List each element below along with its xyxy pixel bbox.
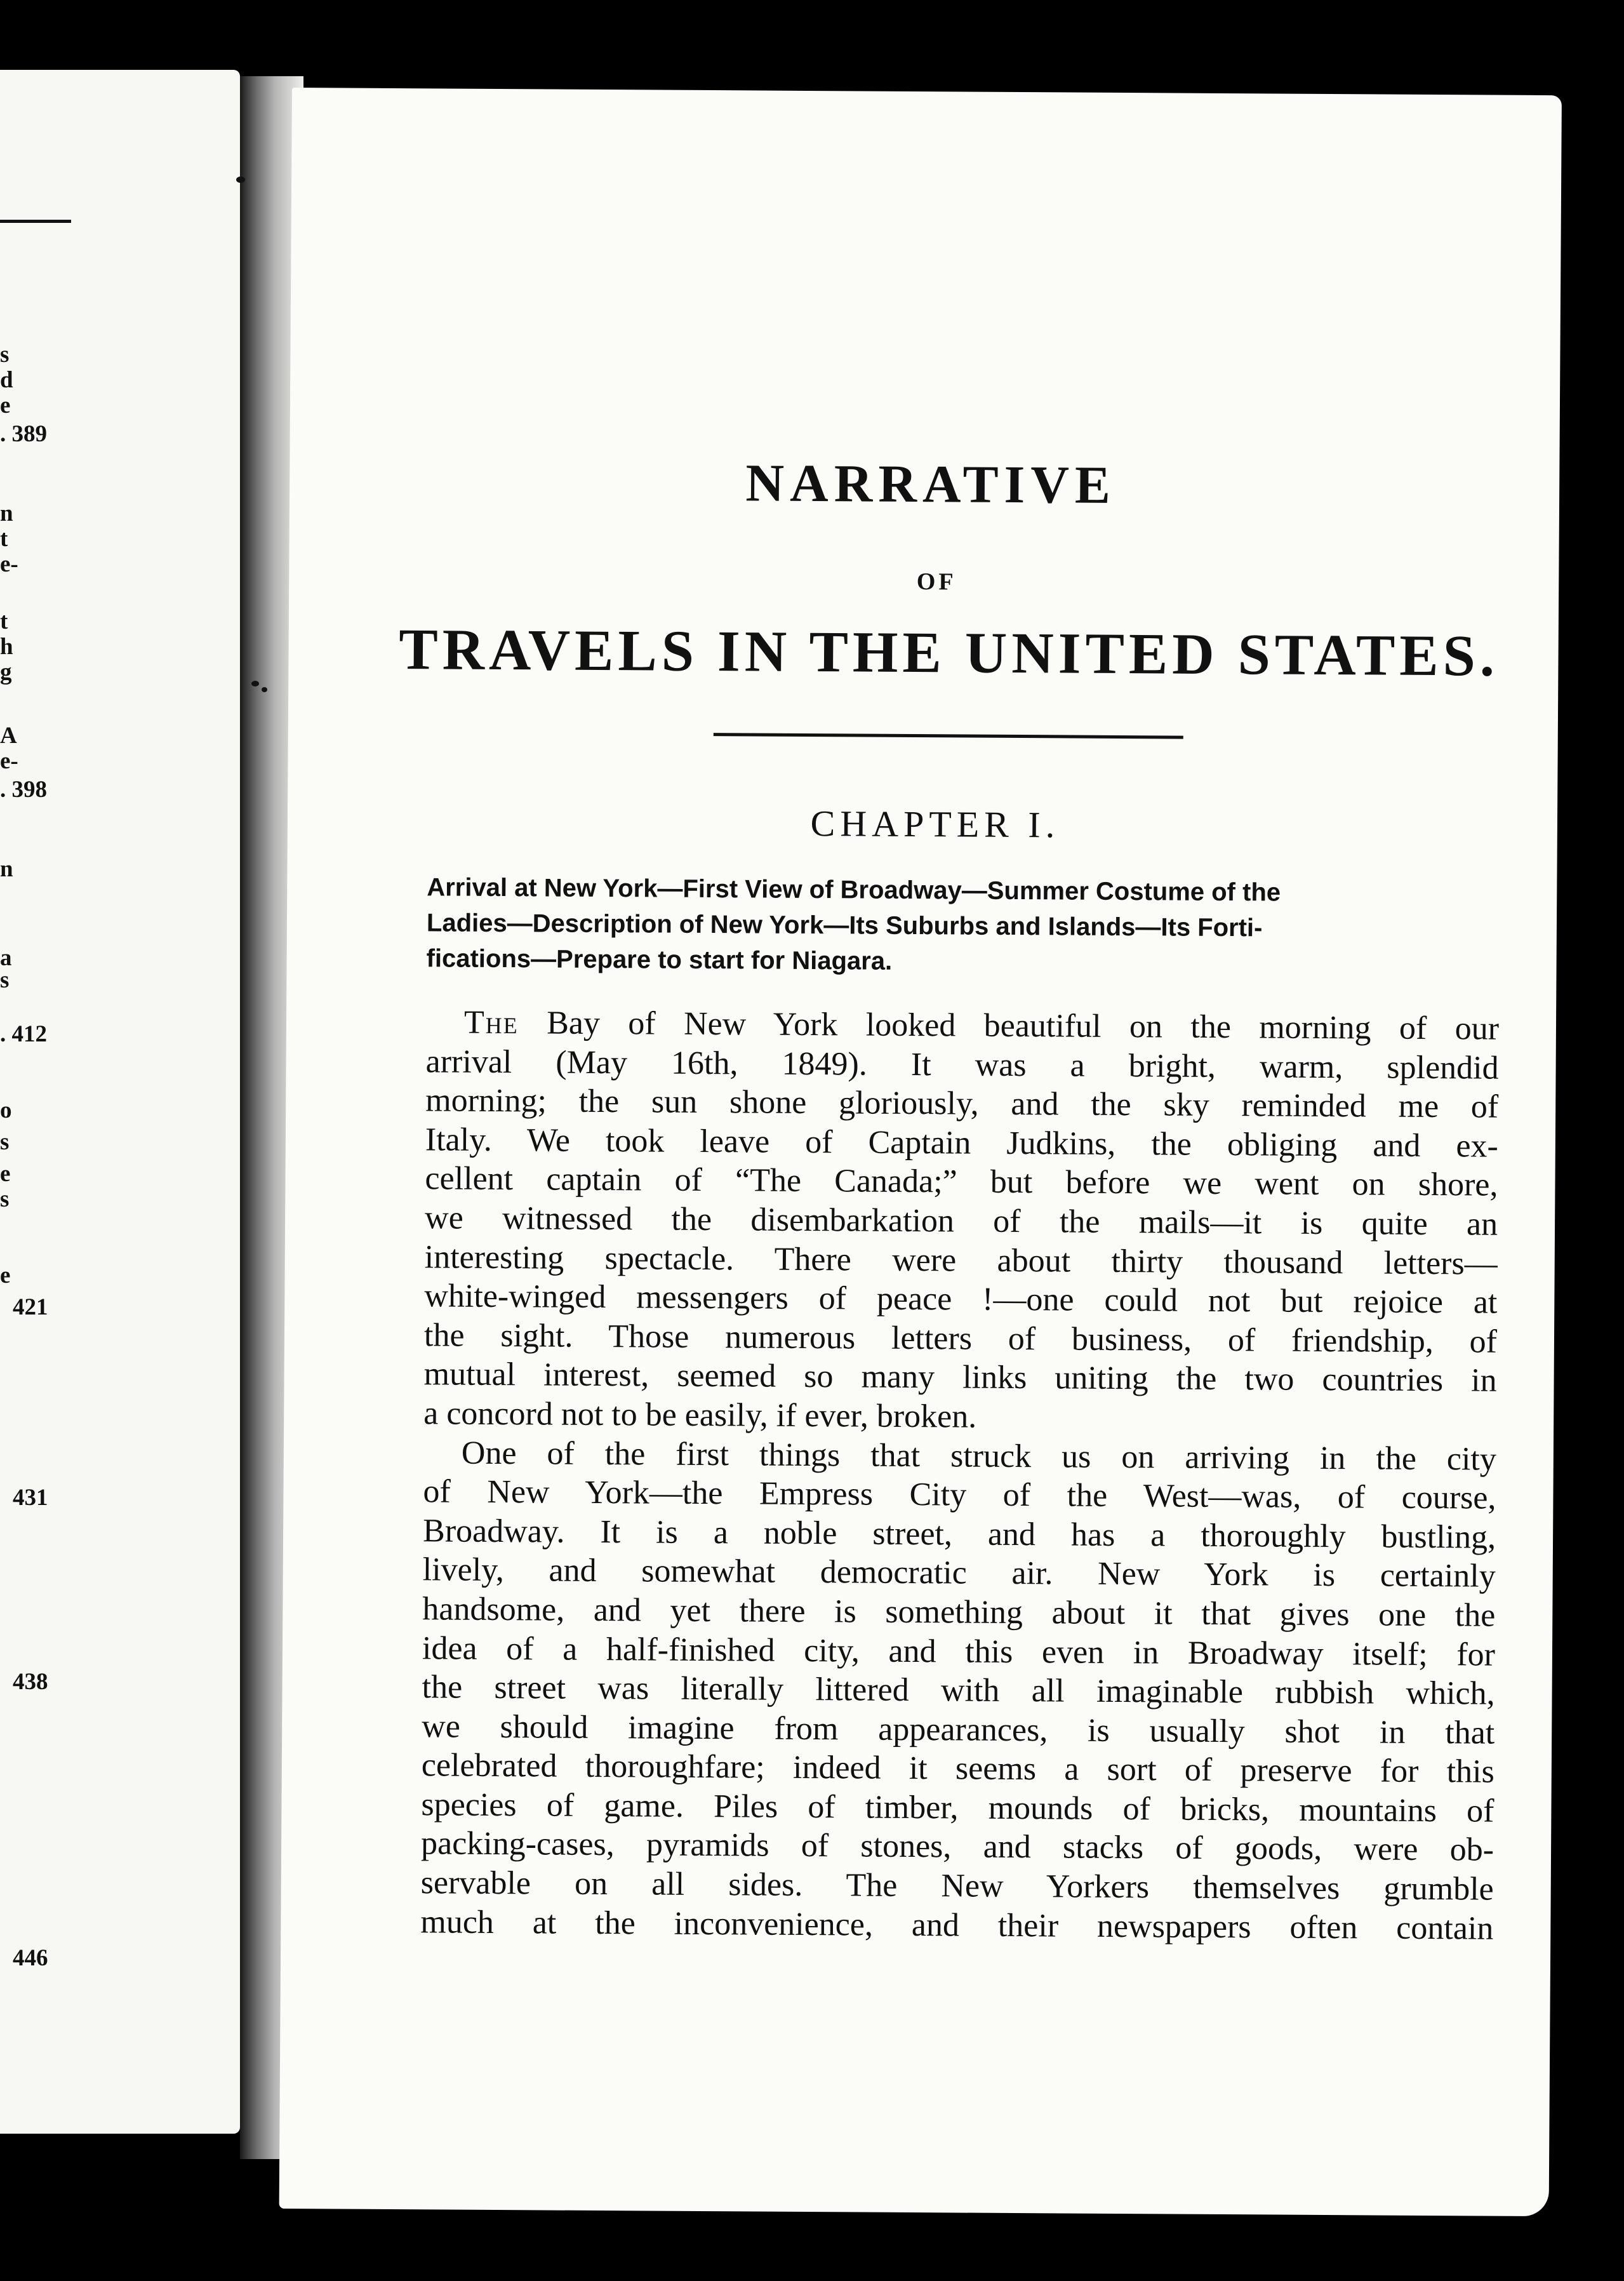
opening-word: The	[463, 1004, 519, 1041]
body-text	[420, 1003, 1499, 1948]
ink-speck	[262, 687, 267, 692]
previous-page-fragment: t	[0, 608, 8, 634]
previous-page-number: 421	[13, 1294, 48, 1320]
previous-page-fragment: n	[0, 500, 13, 526]
body-line: interesting spectacle. There were about thirty thousand letters—	[424, 1238, 1498, 1282]
previous-page-fragment: e	[0, 1161, 11, 1187]
body-line: packing-cases, pyramids of stones, and stacks of goods, were ob-	[420, 1825, 1494, 1869]
previous-page-fragment: s	[0, 1186, 10, 1212]
ink-speck	[251, 681, 259, 686]
body-line: mutual interest, seemed so many links uniting the two countries in	[423, 1356, 1497, 1399]
book-page	[279, 88, 1562, 2216]
body-line: One of the first things that struck us on arriving in the city	[461, 1435, 1497, 1478]
title-divider-rule	[714, 733, 1183, 739]
previous-page	[0, 70, 240, 2134]
body-line: species of game. Piles of timber, mounds of bricks, mountains of	[421, 1786, 1494, 1829]
previous-page-number: . 389	[0, 421, 47, 447]
previous-page-fragment: e-	[0, 551, 18, 577]
body-line: a concord not to be easily, if ever, broken.	[423, 1395, 977, 1435]
divider-rule	[0, 220, 71, 223]
previous-page-fragment: h	[0, 634, 13, 660]
previous-page-fragment: s	[0, 342, 10, 368]
body-line: morning; the sun shone gloriously, and the sky reminded me of	[425, 1082, 1499, 1125]
body-line: we should imagine from appearances, is usually shot in that	[422, 1708, 1495, 1751]
body-line: idea of a half-finished city, and this even in Broadway itself; for	[422, 1629, 1496, 1673]
body-line: Italy. We took leave of Captain Judkins, the obliging and ex-	[425, 1121, 1499, 1165]
previous-page-number: . 412	[0, 1021, 47, 1047]
previous-page-fragment: e	[0, 392, 11, 418]
previous-page-number: 438	[13, 1669, 48, 1695]
previous-page-fragment: g	[0, 659, 12, 685]
previous-page-fragment: s	[0, 1129, 10, 1155]
body-line: we witnessed the disembarkation of the mails—it is quite an	[424, 1200, 1498, 1243]
body-line: cellent captain of “The Canada;” but before we went on shore,	[425, 1160, 1498, 1204]
previous-page-fragment: o	[0, 1097, 12, 1123]
body-line: The Bay of New York looked beautiful on the morning of our	[463, 1004, 1500, 1047]
body-line: servable on all sides. The New Yorkers themselves grumble	[420, 1864, 1494, 1908]
body-line: celebrated thoroughfare; indeed it seems a sort of preserve for this	[421, 1747, 1495, 1790]
previous-page-fragment: e-	[0, 748, 18, 774]
title-narrative: NARRATIVE	[745, 453, 1117, 515]
previous-page-fragment: d	[0, 367, 13, 393]
chapter-heading: CHAPTER I.	[810, 803, 1060, 846]
title-of: OF	[916, 568, 957, 596]
previous-page-number: 431	[13, 1485, 48, 1511]
body-line: handsome, and yet there is something about it that gives one the	[422, 1591, 1496, 1634]
previous-page-fragment: s	[0, 967, 10, 993]
body-line: of New York—the Empress City of the West—was, of course,	[423, 1473, 1496, 1516]
body-line: the street was literally littered with all imaginable rubbish which,	[422, 1669, 1495, 1712]
summary-line: Ladies—Description of New York—Its Suburbs and Islands—Its Forti-	[426, 909, 1263, 942]
body-line: white-winged messengers of peace !—one could not but rejoice at	[424, 1278, 1498, 1321]
body-line: arrival (May 16th, 1849). It was a bright, warm, splendid	[425, 1043, 1499, 1087]
body-line: much at the inconvenience, and their newspapers often contain	[420, 1903, 1494, 1947]
title-travels: TRAVELS IN THE UNITED STATES.	[398, 617, 1500, 688]
previous-page-number: 446	[13, 1945, 48, 1971]
chapter-summary	[426, 869, 1500, 982]
previous-page-fragment: n	[0, 856, 13, 882]
ink-speck	[236, 177, 245, 183]
body-line: the sight. Those numerous letters of business, of friendship, of	[423, 1317, 1498, 1360]
body-line: lively, and somewhat democratic air. New York is certainly	[422, 1551, 1496, 1595]
previous-page-number: . 398	[0, 777, 47, 803]
previous-page-fragment: A	[0, 723, 17, 749]
previous-page-fragment: a	[0, 945, 12, 971]
previous-page-fragment: t	[0, 526, 8, 552]
body-line: Broadway. It is a noble street, and has a thoroughly bustling,	[422, 1513, 1496, 1556]
previous-page-fragment: e	[0, 1262, 11, 1288]
summary-line: Arrival at New York—First View of Broadway—Summer Costume of the	[427, 873, 1281, 907]
summary-line: fications—Prepare to start for Niagara.	[426, 944, 893, 975]
